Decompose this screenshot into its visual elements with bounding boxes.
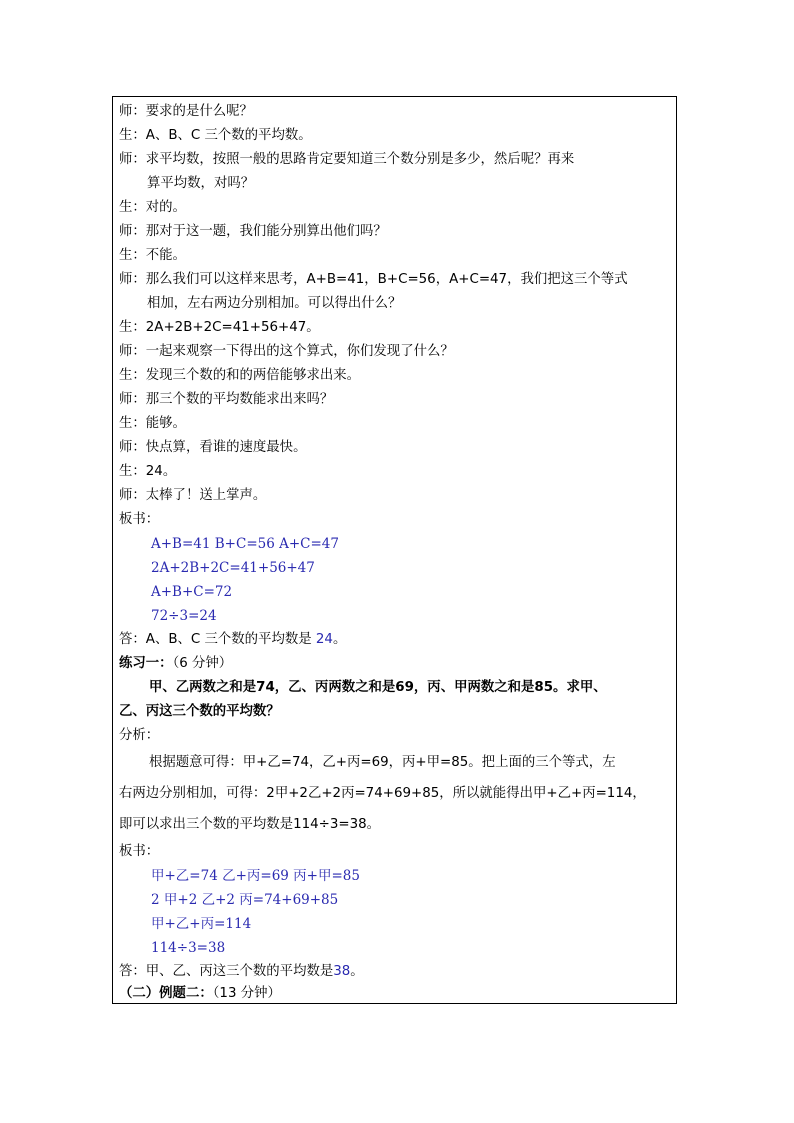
board-line-3: A+B+C=72 xyxy=(151,584,233,600)
dialogue-line: 师：快点算，看谁的速度最快。 xyxy=(119,440,307,455)
dialogue-line: 师：太棒了！送上掌声。 xyxy=(119,488,267,503)
board-line-2: 2A+2B+2C=41+56+47 xyxy=(151,560,315,576)
analysis-line-3: 即可以求出三个数的平均数是114÷3=38。 xyxy=(119,817,381,832)
board2-line-1: 甲+乙=74 乙+丙=69 丙+甲=85 xyxy=(151,868,360,884)
board2-line-2: 2 甲+2 乙+2 丙=74+69+85 xyxy=(151,892,339,908)
dialogue-line: 生：24。 xyxy=(119,464,177,479)
exercise-heading: 练习一：（6 分钟） xyxy=(119,656,233,671)
dialogue-line: 师：那三个数的平均数能求出来吗？ xyxy=(119,392,334,407)
board-label-2: 板书： xyxy=(119,844,160,859)
problem-line-2: 乙、丙这三个数的平均数？ xyxy=(119,704,280,719)
dialogue-line: 师：求平均数，按照一般的思路肯定要知道三个数分别是多少，然后呢？再来 xyxy=(119,152,575,167)
board-line-4: 72÷3=24 xyxy=(151,608,217,624)
dialogue-line: 师：一起来观察一下得出的这个算式，你们发现了什么？ xyxy=(119,344,454,359)
answer-2: 答：甲、乙、丙这三个数的平均数是38。 xyxy=(119,964,364,979)
dialogue-line: 相加，左右两边分别相加。可以得出什么？ xyxy=(147,296,402,311)
analysis-label: 分析： xyxy=(119,728,160,743)
analysis-line-2: 右两边分别相加，可得：2甲+2乙+2丙=74+69+85，所以就能得出甲+乙+丙=114， xyxy=(119,786,646,801)
dialogue-line: 生：2A+2B+2C=41+56+47。 xyxy=(119,320,320,335)
dialogue-line: 生：A、B、C 三个数的平均数。 xyxy=(119,128,312,143)
board-line-1: A+B=41 B+C=56 A+C=47 xyxy=(151,536,339,552)
dialogue-line: 生：能够。 xyxy=(119,416,186,431)
dialogue-line: 师：那对于这一题，我们能分别算出他们吗？ xyxy=(119,224,387,239)
dialogue-line: 算平均数，对吗？ xyxy=(147,176,255,191)
analysis-line-1: 根据题意可得：甲+乙=74，乙+丙=69，丙+甲=85。把上面的三个等式，左 xyxy=(149,755,616,770)
problem-line-1: 甲、乙两数之和是74，乙、丙两数之和是69，丙、甲两数之和是85。求甲、 xyxy=(149,680,607,695)
dialogue-line: 师：要求的是什么呢？ xyxy=(119,104,253,119)
board2-line-4: 114÷3=38 xyxy=(151,940,226,956)
board2-line-3: 甲+乙+丙=114 xyxy=(151,916,252,932)
dialogue-line: 生：不能。 xyxy=(119,248,186,263)
answer-1: 答：A、B、C 三个数的平均数是 24。 xyxy=(119,632,347,647)
dialogue-line: 生：对的。 xyxy=(119,200,186,215)
dialogue-line: 生：发现三个数的和的两倍能够求出来。 xyxy=(119,368,361,383)
section-heading: （二）例题二：（13 分钟） xyxy=(119,986,281,1001)
dialogue-line: 板书： xyxy=(119,512,160,527)
dialogue-line: 师：那么我们可以这样来思考，A+B=41，B+C=56，A+C=47，我们把这三个等式 xyxy=(119,272,628,287)
